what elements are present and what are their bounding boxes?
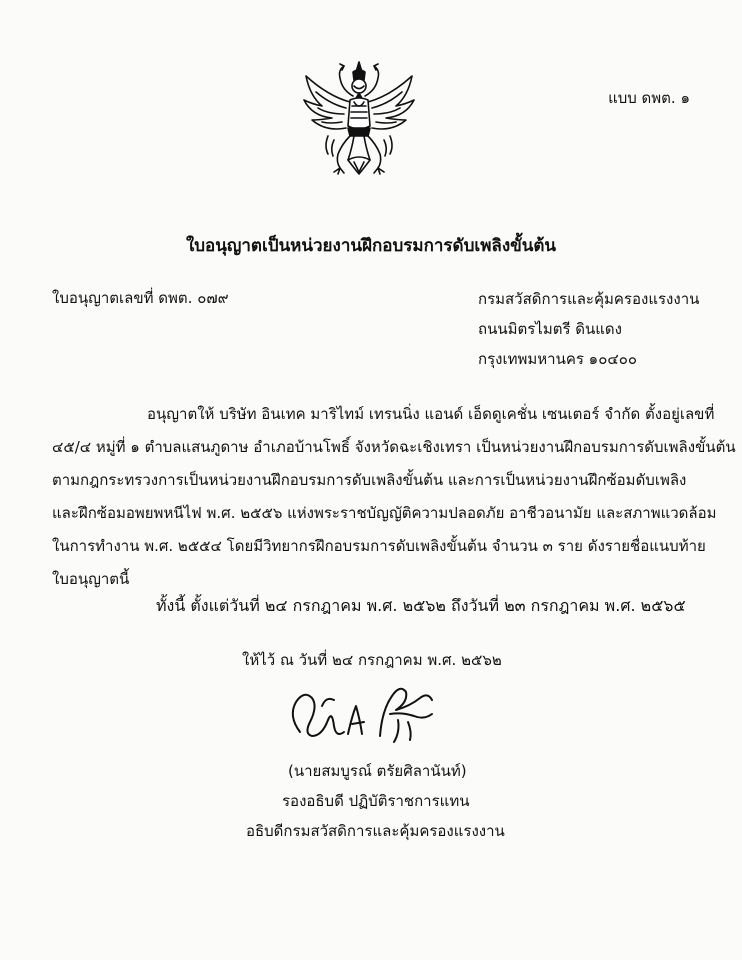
garuda-emblem-icon bbox=[298, 56, 420, 178]
license-number: ใบอนุญาตเลขที่ ดพต. ๐๗๙ bbox=[52, 289, 229, 307]
issuer-line-3: กรุงเทพมหานคร ๑๐๔๐๐ bbox=[478, 350, 638, 368]
handwritten-signature bbox=[282, 676, 452, 752]
form-code: แบบ ดพต. ๑ bbox=[608, 89, 690, 107]
signatory-position-1: รองอธิบดี ปฏิบัติราชการแทน bbox=[282, 792, 470, 810]
issuer-line-2: ถนนมิตรไมตรี ดินแดง bbox=[478, 320, 623, 338]
body-line-2: ๔๕/๔ หมู่ที่ ๑ ตำบลแสนภูดาษ อำเภอบ้านโพธิ์ จังหวัดฉะเชิงเทรา เป็นหน่วยงานฝึกอบรมการดับเพลิงขั้นต้น bbox=[52, 438, 736, 456]
signatory-position-2: อธิบดีกรมสวัสดิการและคุ้มครองแรงงาน bbox=[246, 822, 505, 840]
issuer-line-1: กรมสวัสดิการและคุ้มครองแรงงาน bbox=[478, 290, 700, 308]
body-line-1: อนุญาตให้ บริษัท อินเทค มาริไทม์ เทรนนิ่ง แอนด์ เอ็ดดูเคชั่น เซนเตอร์ จำกัด ตั้งอยู่เลขที่ bbox=[147, 405, 715, 423]
document-title: ใบอนุญาตเป็นหน่วยงานฝึกอบรมการดับเพลิงขั้นต้น bbox=[185, 236, 557, 256]
body-line-3: ตามกฎกระทรวงการเป็นหน่วยงานฝึกอบรมการดับเพลิงขั้นต้น และการเป็นหน่วยงานฝึกซ้อมดับเพลิง bbox=[52, 471, 687, 489]
body-line-5: ในการทำงาน พ.ศ. ๒๕๕๔ โดยมีวิทยากรฝึกอบรมการดับเพลิงขั้นต้น จำนวน ๓ ราย ดังรายชื่อแนบท้าย bbox=[52, 537, 706, 555]
validity-period: ทั้งนี้ ตั้งแต่วันที่ ๒๔ กรกฎาคม พ.ศ. ๒๕๖๒ ถึงวันที่ ๒๓ กรกฎาคม พ.ศ. ๒๕๖๕ bbox=[156, 596, 686, 615]
body-line-4: และฝึกซ้อมอพยพหนีไฟ พ.ศ. ๒๕๕๖ แห่งพระราชบัญญัติความปลอดภัย อาชีวอนามัย และสภาพแวดล้อม bbox=[52, 504, 717, 522]
license-body bbox=[52, 398, 736, 596]
issue-date: ให้ไว้ ณ วันที่ ๒๔ กรกฎาคม พ.ศ. ๒๕๖๒ bbox=[242, 651, 502, 669]
issuer-address bbox=[478, 284, 699, 374]
body-line-6: ใบอนุญาตนี้ bbox=[52, 570, 130, 588]
signatory-name: (นายสมบูรณ์ ตรัยศิลานันท์) bbox=[288, 762, 467, 780]
signatory-block bbox=[0, 756, 742, 846]
